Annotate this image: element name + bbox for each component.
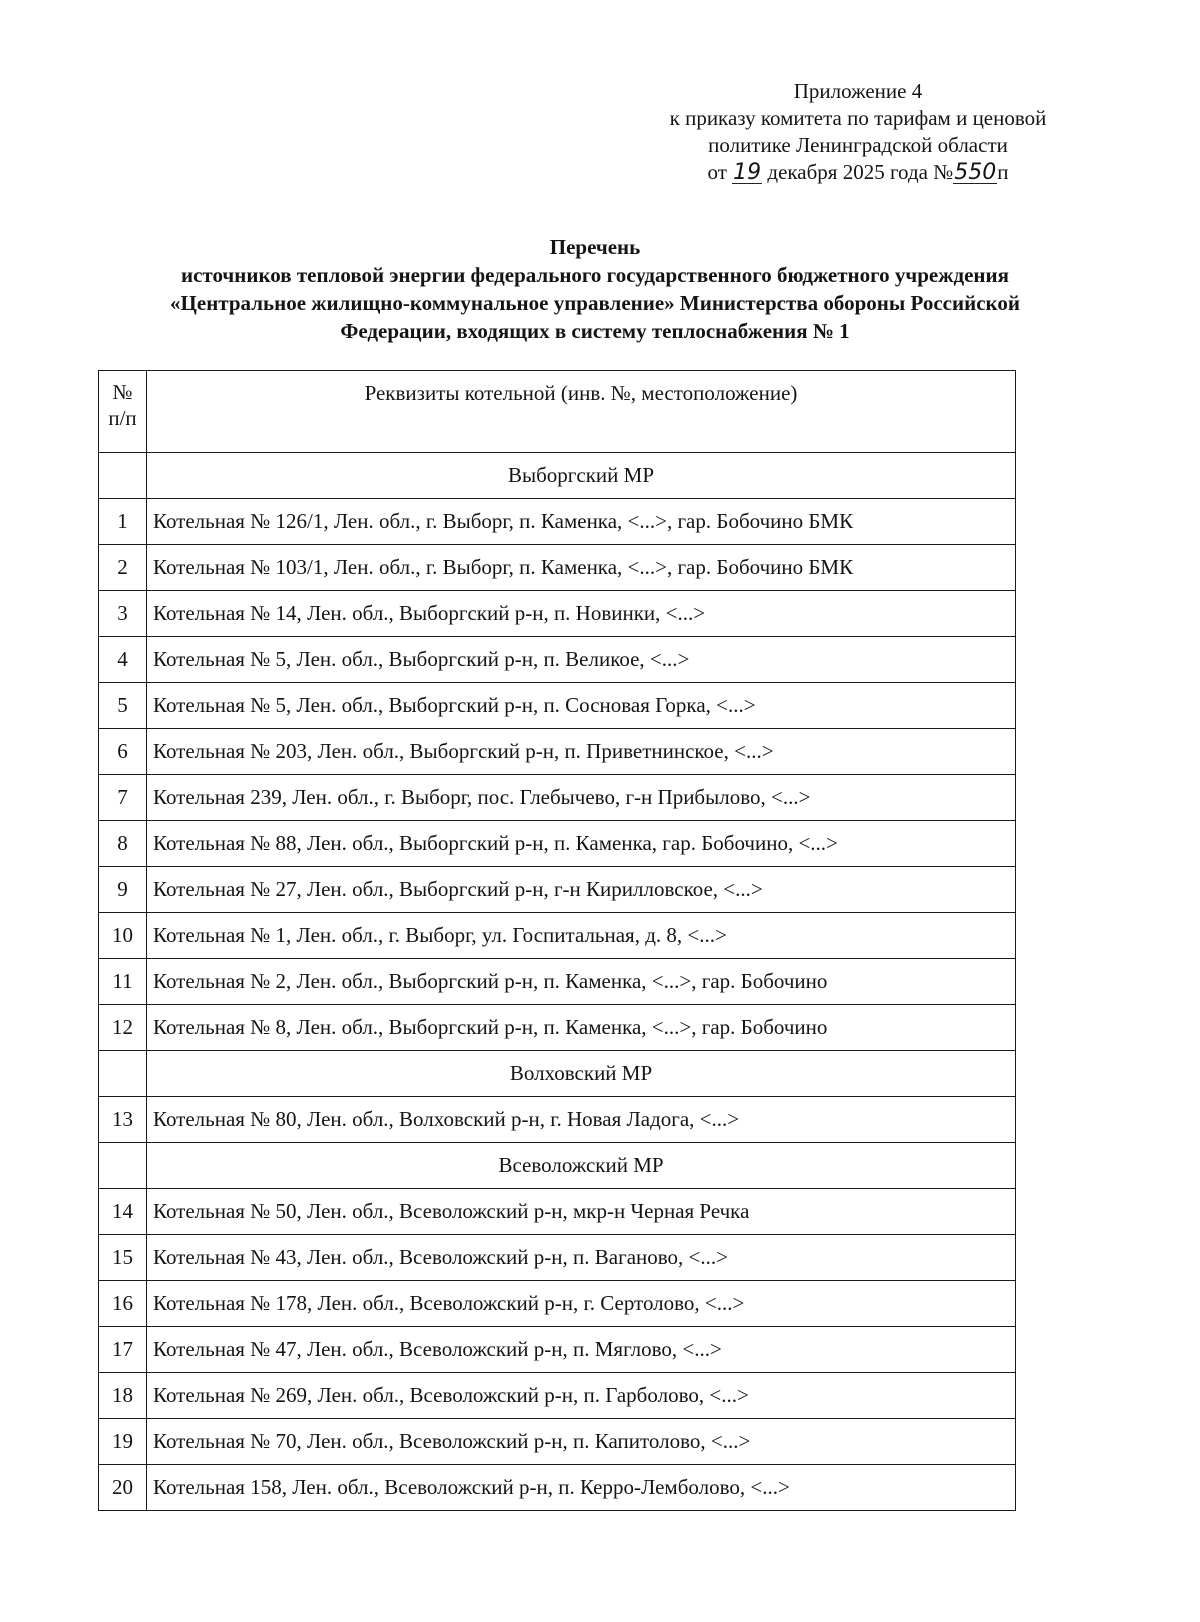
table-body <box>99 453 1016 1511</box>
row-description: Котельная 239, Лен. обл., г. Выборг, пос. Глебычево, г-н Прибылово, <...> <box>147 775 1016 821</box>
table-row <box>99 1005 1016 1051</box>
date-prefix: от <box>707 160 727 184</box>
row-number: 19 <box>99 1419 147 1465</box>
appendix-title: Приложение 4 <box>793 79 923 103</box>
table-row <box>99 545 1016 591</box>
row-description: Котельная № 5, Лен. обл., Выборгский р-н, п. Великое, <...> <box>147 637 1016 683</box>
table-row <box>99 867 1016 913</box>
title-line: источников тепловой энергии федерального государственного бюджетного учреждения <box>181 263 1009 287</box>
row-description: Котельная № 103/1, Лен. обл., г. Выборг, п. Каменка, <...>, гар. Бобочино БМК <box>147 545 1016 591</box>
order-suffix: п <box>997 160 1009 184</box>
table-header-row <box>99 371 1016 453</box>
table-row <box>99 1097 1016 1143</box>
row-number: 20 <box>99 1465 147 1511</box>
date-middle: декабря 2025 года № <box>767 160 954 184</box>
boiler-table-wrapper <box>98 370 1015 1511</box>
row-description: Котельная № 43, Лен. обл., Всеволожский р-н, п. Ваганово, <...> <box>147 1235 1016 1281</box>
row-description: Котельная № 5, Лен. обл., Выборгский р-н, п. Сосновая Горка, <...> <box>147 683 1016 729</box>
row-description: Котельная № 80, Лен. обл., Волховский р-н, г. Новая Ладога, <...> <box>147 1097 1016 1143</box>
table-row <box>99 821 1016 867</box>
row-number: 17 <box>99 1327 147 1373</box>
row-number: 3 <box>99 591 147 637</box>
row-number: 7 <box>99 775 147 821</box>
table-row <box>99 591 1016 637</box>
header-number-line: п/п <box>108 406 137 430</box>
row-number: 6 <box>99 729 147 775</box>
row-number: 13 <box>99 1097 147 1143</box>
table-row <box>99 959 1016 1005</box>
title-line: «Центральное жилищно-коммунальное управление» Министерства обороны Российской <box>170 291 1020 315</box>
row-description: Котельная № 50, Лен. обл., Всеволожский р-н, мкр-н Черная Речка <box>147 1189 1016 1235</box>
table-row <box>99 1189 1016 1235</box>
table-row <box>99 913 1016 959</box>
row-description: Котельная № 269, Лен. обл., Всеволожский р-н, п. Гарболово, <...> <box>147 1373 1016 1419</box>
boiler-table <box>98 370 1016 1511</box>
row-description: Котельная № 47, Лен. обл., Всеволожский р-н, п. Мяглово, <...> <box>147 1327 1016 1373</box>
row-number: 11 <box>99 959 147 1005</box>
title-line: Федерации, входящих в систему теплоснабжения № 1 <box>340 319 850 343</box>
table-row <box>99 775 1016 821</box>
table-row <box>99 1465 1016 1511</box>
document-title <box>95 233 1095 345</box>
row-description: Котельная № 1, Лен. обл., г. Выборг, ул. Госпитальная, д. 8, <...> <box>147 913 1016 959</box>
section-row <box>99 1051 1016 1097</box>
row-number: 16 <box>99 1281 147 1327</box>
table-row <box>99 499 1016 545</box>
row-description: Котельная № 203, Лен. обл., Выборгский р-н, п. Приветнинское, <...> <box>147 729 1016 775</box>
header-number-line: № <box>112 380 133 404</box>
row-description: Котельная 158, Лен. обл., Всеволожский р-н, п. Керро-Лемболово, <...> <box>147 1465 1016 1511</box>
section-label: Всеволожский МР <box>147 1143 1016 1189</box>
row-number: 15 <box>99 1235 147 1281</box>
appendix-line: политике Ленинградской области <box>708 133 1008 157</box>
handwritten-order-number: 550 <box>954 160 997 185</box>
section-empty-cell <box>99 1051 147 1097</box>
row-number: 12 <box>99 1005 147 1051</box>
row-number: 2 <box>99 545 147 591</box>
row-number: 14 <box>99 1189 147 1235</box>
row-description: Котельная № 88, Лен. обл., Выборгский р-н, п. Каменка, гар. Бобочино, <...> <box>147 821 1016 867</box>
table-row <box>99 1419 1016 1465</box>
row-description: Котельная № 14, Лен. обл., Выборгский р-н, п. Новинки, <...> <box>147 591 1016 637</box>
appendix-line: к приказу комитета по тарифам и ценовой <box>669 106 1047 130</box>
row-description: Котельная № 27, Лен. обл., Выборгский р-н, г-н Кирилловское, <...> <box>147 867 1016 913</box>
row-number: 5 <box>99 683 147 729</box>
row-number: 4 <box>99 637 147 683</box>
section-empty-cell <box>99 1143 147 1189</box>
table-row <box>99 1235 1016 1281</box>
header-number <box>99 371 147 453</box>
section-label: Волховский МР <box>147 1051 1016 1097</box>
header-description: Реквизиты котельной (инв. №, местоположение) <box>147 371 1016 453</box>
table-row <box>99 729 1016 775</box>
table-row <box>99 1281 1016 1327</box>
handwritten-day: 19 <box>733 160 762 185</box>
row-number: 10 <box>99 913 147 959</box>
section-empty-cell <box>99 453 147 499</box>
row-number: 18 <box>99 1373 147 1419</box>
title-line: Перечень <box>549 235 641 259</box>
order-date-line <box>628 159 1088 186</box>
row-description: Котельная № 70, Лен. обл., Всеволожский р-н, п. Капитолово, <...> <box>147 1419 1016 1465</box>
table-row <box>99 683 1016 729</box>
table-row <box>99 1373 1016 1419</box>
row-number: 9 <box>99 867 147 913</box>
section-row <box>99 453 1016 499</box>
row-description: Котельная № 8, Лен. обл., Выборгский р-н, п. Каменка, <...>, гар. Бобочино <box>147 1005 1016 1051</box>
row-number: 1 <box>99 499 147 545</box>
row-description: Котельная № 126/1, Лен. обл., г. Выборг, п. Каменка, <...>, гар. Бобочино БМК <box>147 499 1016 545</box>
row-description: Котельная № 2, Лен. обл., Выборгский р-н, п. Каменка, <...>, гар. Бобочино <box>147 959 1016 1005</box>
table-row <box>99 1327 1016 1373</box>
section-label: Выборгский МР <box>147 453 1016 499</box>
row-description: Котельная № 178, Лен. обл., Всеволожский р-н, г. Сертолово, <...> <box>147 1281 1016 1327</box>
section-row <box>99 1143 1016 1189</box>
table-row <box>99 637 1016 683</box>
row-number: 8 <box>99 821 147 867</box>
appendix-block <box>628 78 1088 186</box>
